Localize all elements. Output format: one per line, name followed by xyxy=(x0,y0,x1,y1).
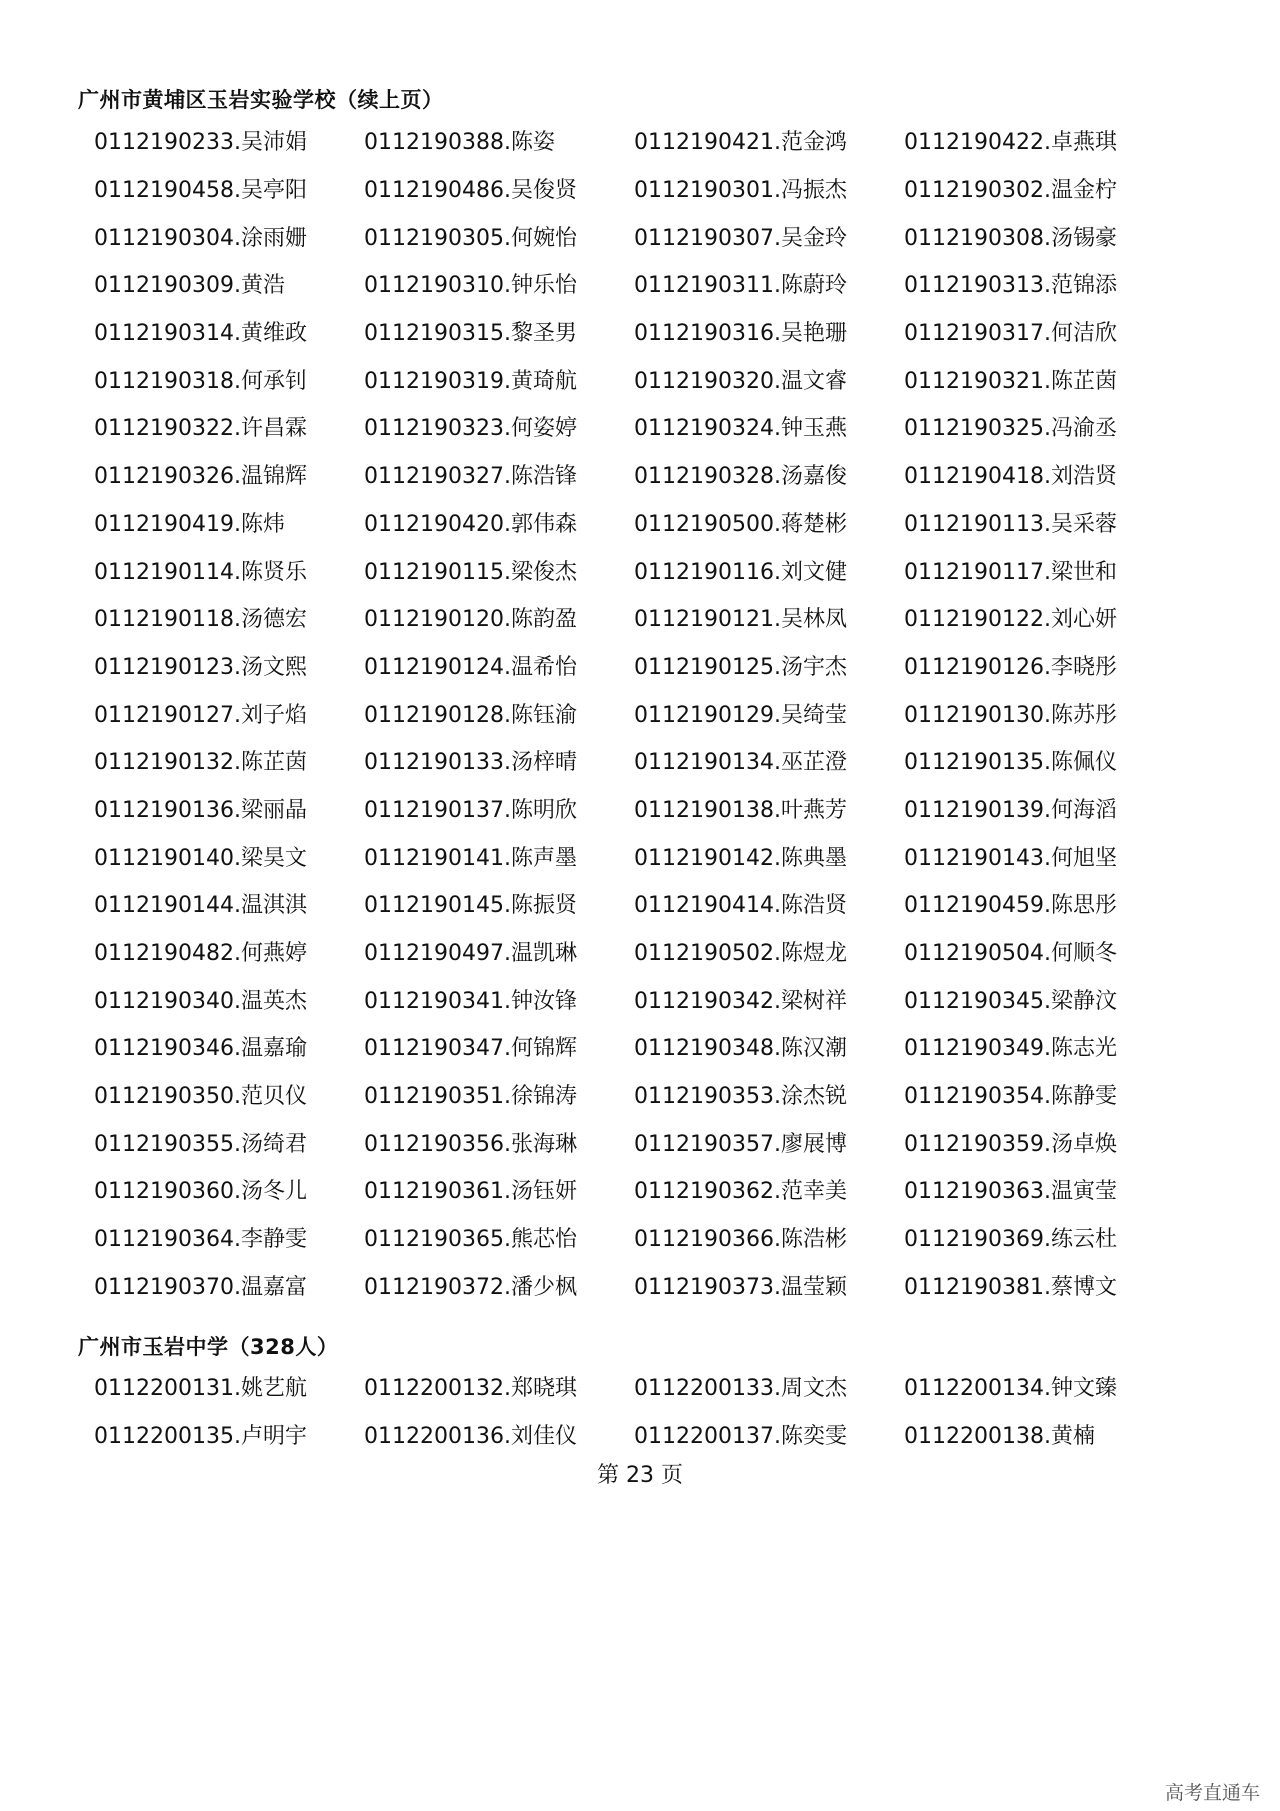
section-title-yuyan-experimental: 广州市黄埔区玉岩实验学校（续上页） xyxy=(78,88,444,112)
student-entry: 0112190116.刘文健 xyxy=(634,559,847,585)
student-entry: 0112190362.范幸美 xyxy=(634,1179,847,1205)
student-entry: 0112190129.吴绮莹 xyxy=(634,702,847,728)
student-entry: 0112190130.陈苏彤 xyxy=(904,702,1117,728)
student-row xyxy=(94,880,1194,928)
student-row xyxy=(94,785,1194,833)
student-entry: 0112190145.陈振贤 xyxy=(364,893,577,919)
student-entry: 0112190320.温文睿 xyxy=(634,368,847,394)
student-entry: 0112190122.刘心妍 xyxy=(904,607,1117,633)
student-entry: 0112190142.陈典墨 xyxy=(634,845,847,871)
student-row xyxy=(94,451,1194,499)
student-entry: 0112190346.温嘉瑜 xyxy=(94,1036,307,1062)
student-entry: 0112190348.陈汉潮 xyxy=(634,1036,847,1062)
student-entry: 0112190340.温英杰 xyxy=(94,988,307,1014)
student-entry: 0112190420.郭伟森 xyxy=(364,511,577,537)
student-entry: 0112190360.汤冬儿 xyxy=(94,1179,307,1205)
student-row xyxy=(94,737,1194,785)
student-entry: 0112190369.练云杜 xyxy=(904,1227,1117,1253)
student-entry: 0112190118.汤德宏 xyxy=(94,607,307,633)
student-entry: 0112190373.温莹颖 xyxy=(634,1274,847,1300)
student-row xyxy=(94,1023,1194,1071)
student-entry: 0112190323.何姿婷 xyxy=(364,416,577,442)
student-entry: 0112190355.汤绮君 xyxy=(94,1131,307,1157)
student-entry: 0112190357.廖展博 xyxy=(634,1131,847,1157)
student-row xyxy=(94,1166,1194,1214)
student-row xyxy=(94,642,1194,690)
student-entry: 0112190388.陈姿 xyxy=(364,130,555,156)
student-entry: 0112190365.熊芯怡 xyxy=(364,1227,577,1253)
student-entry: 0112190137.陈明欣 xyxy=(364,797,577,823)
student-row xyxy=(94,1214,1194,1262)
student-entry: 0112190345.梁静汶 xyxy=(904,988,1117,1014)
student-entry: 0112200138.黄楠 xyxy=(904,1424,1095,1450)
student-entry: 0112190327.陈浩锋 xyxy=(364,464,577,490)
student-entry: 0112190321.陈芷茵 xyxy=(904,368,1117,394)
student-entry: 0112200132.郑晓琪 xyxy=(364,1376,577,1402)
student-entry: 0112190350.范贝仪 xyxy=(94,1084,307,1110)
student-entry: 0112190313.范锦添 xyxy=(904,273,1117,299)
student-entry: 0112190135.陈佩仪 xyxy=(904,750,1117,776)
student-entry: 0112190458.吴亭阳 xyxy=(94,178,307,204)
student-entry: 0112190354.陈静雯 xyxy=(904,1084,1117,1110)
student-entry: 0112190128.陈钰渝 xyxy=(364,702,577,728)
student-entry: 0112190419.陈炜 xyxy=(94,511,285,537)
student-entry: 0112190138.叶燕芳 xyxy=(634,797,847,823)
student-row xyxy=(94,928,1194,976)
student-entry: 0112190140.梁昊文 xyxy=(94,845,307,871)
student-entry: 0112190144.温淇淇 xyxy=(94,893,307,919)
section-title-yuyan-middle: 广州市玉岩中学（328人） xyxy=(78,1335,339,1359)
student-entry: 0112190136.梁丽晶 xyxy=(94,797,307,823)
student-entry: 0112190349.陈志光 xyxy=(904,1036,1117,1062)
student-row xyxy=(94,1071,1194,1119)
student-entry: 0112190310.钟乐怡 xyxy=(364,273,577,299)
student-entry: 0112190126.李晓彤 xyxy=(904,654,1117,680)
student-row xyxy=(94,1363,1194,1411)
student-entry: 0112200135.卢明宇 xyxy=(94,1424,307,1450)
student-entry: 0112190370.温嘉富 xyxy=(94,1274,307,1300)
student-entry: 0112190351.徐锦涛 xyxy=(364,1084,577,1110)
student-entry: 0112190364.李静雯 xyxy=(94,1227,307,1253)
student-entry: 0112190325.冯渝丞 xyxy=(904,416,1117,442)
student-entry: 0112190307.吴金玲 xyxy=(634,225,847,251)
student-entry: 0112190124.温希怡 xyxy=(364,654,577,680)
student-row xyxy=(94,1118,1194,1166)
student-entry: 0112190504.何顺冬 xyxy=(904,941,1117,967)
student-entry: 0112190486.吴俊贤 xyxy=(364,178,577,204)
student-entry: 0112190301.冯振杰 xyxy=(634,178,847,204)
student-entry: 0112190134.巫芷澄 xyxy=(634,750,847,776)
student-entry: 0112190414.陈浩贤 xyxy=(634,893,847,919)
student-entry: 0112200133.周文杰 xyxy=(634,1376,847,1402)
student-entry: 0112200137.陈奕雯 xyxy=(634,1424,847,1450)
student-entry: 0112190316.吴艳珊 xyxy=(634,321,847,347)
student-list-yuyan-experimental xyxy=(94,117,1194,1309)
student-row xyxy=(94,1411,1194,1459)
student-entry: 0112190123.汤文熙 xyxy=(94,654,307,680)
student-entry: 0112190341.钟汝锋 xyxy=(364,988,577,1014)
student-entry: 0112190356.张海琳 xyxy=(364,1131,577,1157)
student-entry: 0112190502.陈煜龙 xyxy=(634,941,847,967)
student-entry: 0112190315.黎圣男 xyxy=(364,321,577,347)
student-row xyxy=(94,308,1194,356)
student-entry: 0112190125.汤宇杰 xyxy=(634,654,847,680)
student-entry: 0112190127.刘子焰 xyxy=(94,702,307,728)
student-row xyxy=(94,165,1194,213)
student-entry: 0112190482.何燕婷 xyxy=(94,941,307,967)
student-entry: 0112200134.钟文臻 xyxy=(904,1376,1117,1402)
student-entry: 0112190359.汤卓焕 xyxy=(904,1131,1117,1157)
student-entry: 0112190324.钟玉燕 xyxy=(634,416,847,442)
student-entry: 0112190319.黄琦航 xyxy=(364,368,577,394)
student-row xyxy=(94,355,1194,403)
student-row xyxy=(94,594,1194,642)
student-row xyxy=(94,832,1194,880)
student-entry: 0112190318.何承钊 xyxy=(94,368,307,394)
student-entry: 0112190233.吴沛娟 xyxy=(94,130,307,156)
student-entry: 0112190305.何婉怡 xyxy=(364,225,577,251)
student-entry: 0112190311.陈蔚玲 xyxy=(634,273,847,299)
student-row xyxy=(94,499,1194,547)
student-entry: 0112190115.梁俊杰 xyxy=(364,559,577,585)
student-row xyxy=(94,117,1194,165)
watermark-text: 高考直通车 xyxy=(1164,1782,1260,1804)
student-entry: 0112190363.温寅莹 xyxy=(904,1179,1117,1205)
student-row xyxy=(94,1262,1194,1310)
student-entry: 0112190366.陈浩彬 xyxy=(634,1227,847,1253)
student-entry: 0112190133.汤梓晴 xyxy=(364,750,577,776)
student-entry: 0112190304.涂雨姗 xyxy=(94,225,307,251)
student-entry: 0112190121.吴林凤 xyxy=(634,607,847,633)
student-row xyxy=(94,689,1194,737)
student-entry: 0112190302.温金柠 xyxy=(904,178,1117,204)
student-entry: 0112190372.潘少枫 xyxy=(364,1274,577,1300)
student-entry: 0112190314.黄维政 xyxy=(94,321,307,347)
student-entry: 0112190347.何锦辉 xyxy=(364,1036,577,1062)
student-entry: 0112190322.许昌霖 xyxy=(94,416,307,442)
student-entry: 0112190353.涂杰锐 xyxy=(634,1084,847,1110)
student-entry: 0112190139.何海滔 xyxy=(904,797,1117,823)
student-list-yuyan-middle xyxy=(94,1363,1194,1458)
student-entry: 0112190141.陈声墨 xyxy=(364,845,577,871)
student-entry: 0112190459.陈思彤 xyxy=(904,893,1117,919)
student-entry: 0112190342.梁树祥 xyxy=(634,988,847,1014)
student-entry: 0112190120.陈韵盈 xyxy=(364,607,577,633)
student-entry: 0112190422.卓燕琪 xyxy=(904,130,1117,156)
page-number: 第 23 页 xyxy=(597,1463,683,1488)
student-entry: 0112190143.何旭坚 xyxy=(904,845,1117,871)
student-entry: 0112200136.刘佳仪 xyxy=(364,1424,577,1450)
student-entry: 0112190317.何洁欣 xyxy=(904,321,1117,347)
student-entry: 0112190326.温锦辉 xyxy=(94,464,307,490)
student-entry: 0112190328.汤嘉俊 xyxy=(634,464,847,490)
student-entry: 0112190132.陈芷茵 xyxy=(94,750,307,776)
student-entry: 0112190381.蔡博文 xyxy=(904,1274,1117,1300)
student-row xyxy=(94,975,1194,1023)
student-entry: 0112190308.汤锡豪 xyxy=(904,225,1117,251)
student-entry: 0112190114.陈贤乐 xyxy=(94,559,307,585)
student-entry: 0112190113.吴采蓉 xyxy=(904,511,1117,537)
student-row xyxy=(94,212,1194,260)
student-entry: 0112200131.姚艺航 xyxy=(94,1376,307,1402)
student-entry: 0112190309.黄浩 xyxy=(94,273,285,299)
student-entry: 0112190361.汤钰妍 xyxy=(364,1179,577,1205)
student-entry: 0112190421.范金鸿 xyxy=(634,130,847,156)
student-entry: 0112190500.蒋楚彬 xyxy=(634,511,847,537)
student-entry: 0112190418.刘浩贤 xyxy=(904,464,1117,490)
student-entry: 0112190117.梁世和 xyxy=(904,559,1117,585)
student-row xyxy=(94,546,1194,594)
student-row xyxy=(94,260,1194,308)
student-row xyxy=(94,403,1194,451)
student-entry: 0112190497.温凯琳 xyxy=(364,941,577,967)
